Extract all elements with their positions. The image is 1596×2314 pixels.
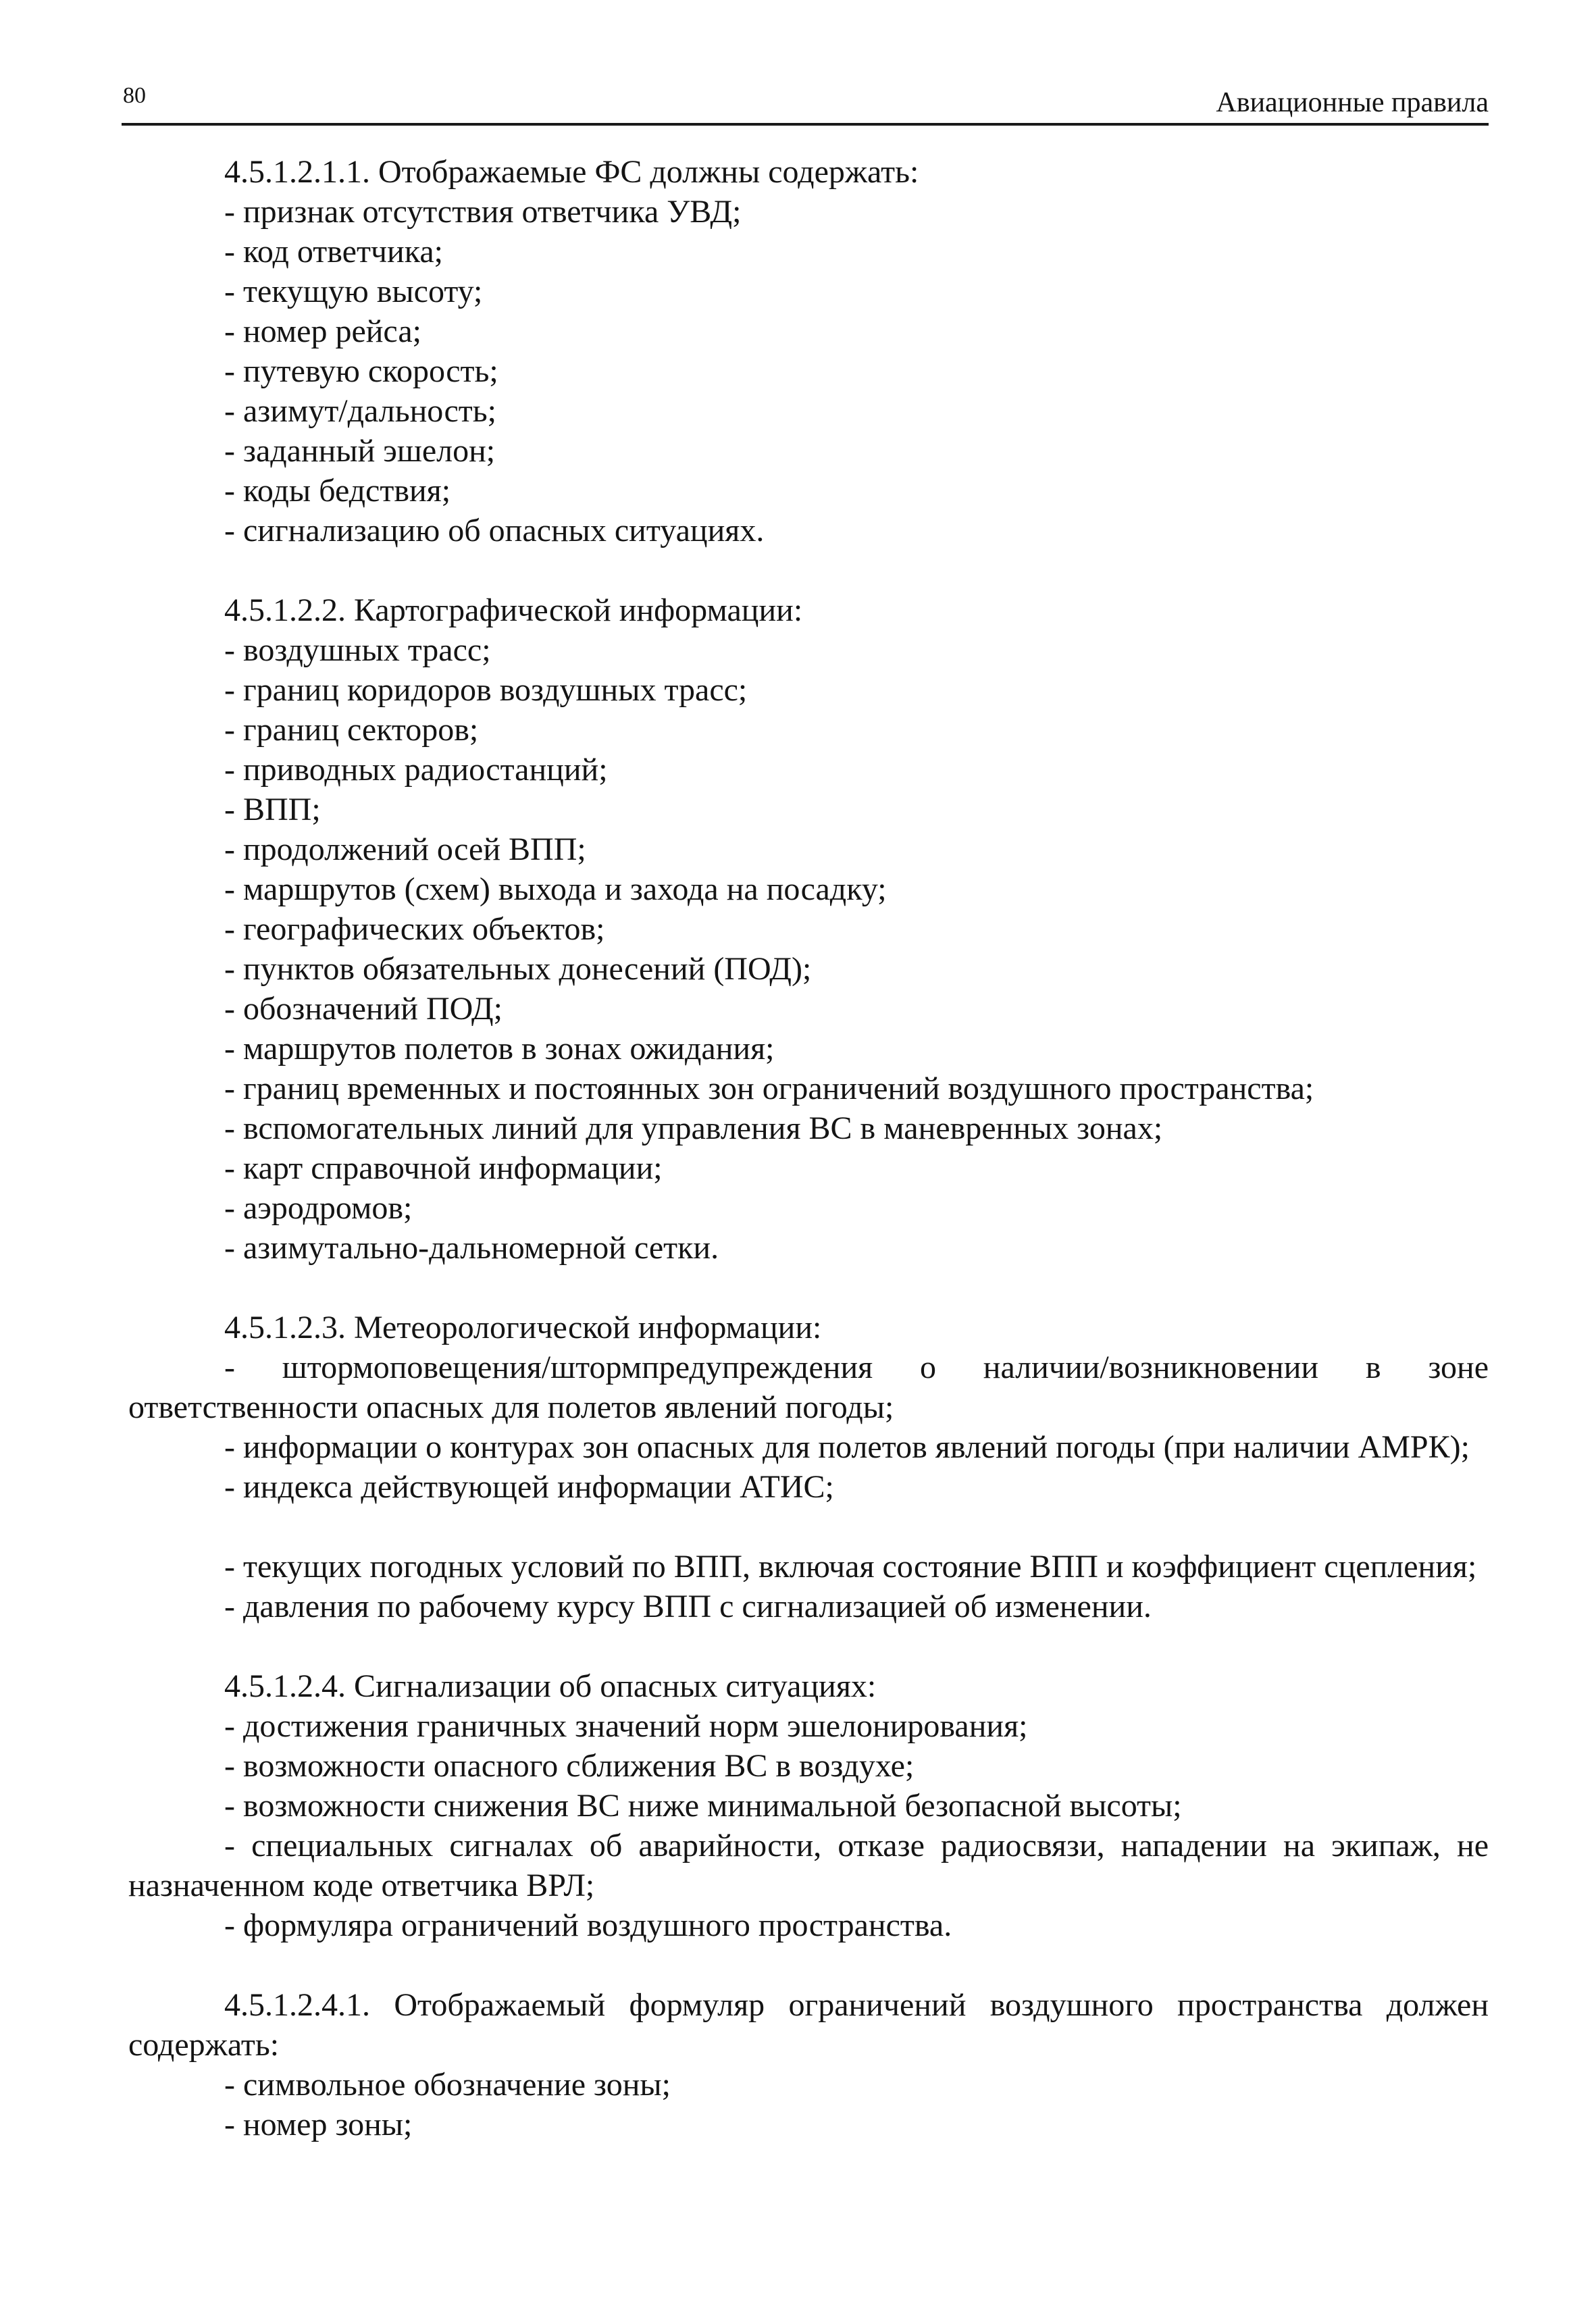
list-item: - обозначений ПОД; xyxy=(224,991,503,1027)
list-item: - давления по рабочему курсу ВПП с сигнализацией об изменении. xyxy=(224,1589,1152,1624)
list-item: - путевую скорость; xyxy=(224,353,498,389)
list-item: - штормоповещения/штормпредупреждения о наличии/возникновении в зоне ответственности опасных для полетов явлений погоды; xyxy=(128,1349,1489,1425)
list-item: - воздушных трасс; xyxy=(224,632,491,668)
list-item: - код ответчика; xyxy=(224,234,443,269)
list-item: - границ временных и постоянных зон ограничений воздушного пространства; xyxy=(224,1071,1314,1106)
list-item: - приводных радиостанций; xyxy=(224,752,608,788)
running-title: Авиационные правила xyxy=(1216,87,1489,118)
list-item: - информации о контурах зон опасных для полетов явлений погоды (при наличии АМРК); xyxy=(224,1429,1470,1465)
list-item: - маршрутов (схем) выхода и захода на посадку; xyxy=(224,871,887,907)
list-item: - возможности опасного сближения ВС в воздухе; xyxy=(224,1748,915,1784)
list-item: - карт справочной информации; xyxy=(224,1150,663,1186)
paragraph-gap xyxy=(128,1626,1489,1666)
list-item: - азимутально-дальномерной сетки. xyxy=(224,1230,719,1266)
list-item: - аэродромов; xyxy=(224,1190,413,1226)
list-item: - заданный эшелон; xyxy=(224,433,496,469)
list-item: - номер зоны; xyxy=(224,2107,413,2142)
paragraph-gap xyxy=(128,550,1489,590)
list-item: - сигнализацию об опасных ситуациях. xyxy=(224,513,765,548)
list-item: - текущих погодных условий по ВПП, включая состояние ВПП и коэффициент сцепления; xyxy=(224,1549,1477,1585)
list-item: - границ секторов; xyxy=(224,712,479,748)
page-header xyxy=(122,80,1489,126)
list-item: - формуляра ограничений воздушного пространства. xyxy=(224,1907,952,1943)
list-item: - символьное обозначение зоны; xyxy=(224,2067,671,2103)
paragraph-gap xyxy=(128,1945,1489,1985)
list-item: - ВПП; xyxy=(224,792,321,827)
section-heading: 4.5.1.2.4. Сигнализации об опасных ситуациях: xyxy=(224,1668,877,1704)
list-item: - маршрутов полетов в зонах ожидания; xyxy=(224,1031,775,1066)
list-item: - возможности снижения ВС ниже минимальной безопасной высоты; xyxy=(224,1788,1182,1824)
document-body xyxy=(128,152,1489,2144)
paragraph-gap xyxy=(128,1268,1489,1308)
list-item: - текущую высоту; xyxy=(224,274,483,309)
list-item: - коды бедствия; xyxy=(224,473,451,509)
section-heading: 4.5.1.2.3. Метеорологической информации: xyxy=(224,1310,822,1345)
list-item: - специальных сигналах об аварийности, отказе радиосвязи, нападении на экипаж, не назначенном коде ответчика ВРЛ; xyxy=(128,1828,1489,1903)
page-number: 80 xyxy=(123,83,146,108)
list-item: - пунктов обязательных донесений (ПОД); xyxy=(224,951,812,987)
list-item: - географических объектов; xyxy=(224,911,605,947)
section-heading: 4.5.1.2.4.1. Отображаемый формуляр ограничений воздушного пространства должен содержать: xyxy=(128,1987,1489,2063)
list-item: - границ коридоров воздушных трасс; xyxy=(224,672,748,708)
list-item: - индекса действующей информации АТИС; xyxy=(224,1469,834,1505)
paragraph-gap xyxy=(128,1507,1489,1547)
list-item: - вспомогательных линий для управления ВС в маневренных зонах; xyxy=(224,1110,1163,1146)
section-heading: 4.5.1.2.1.1. Отображаемые ФС должны содержать: xyxy=(224,154,919,190)
list-item: - продолжений осей ВПП; xyxy=(224,831,586,867)
list-item: - признак отсутствия ответчика УВД; xyxy=(224,194,742,230)
list-item: - достижения граничных значений норм эшелонирования; xyxy=(224,1708,1028,1744)
list-item: - номер рейса; xyxy=(224,313,421,349)
section-heading: 4.5.1.2.2. Картографической информации: xyxy=(224,592,803,628)
list-item: - азимут/дальность; xyxy=(224,393,497,429)
